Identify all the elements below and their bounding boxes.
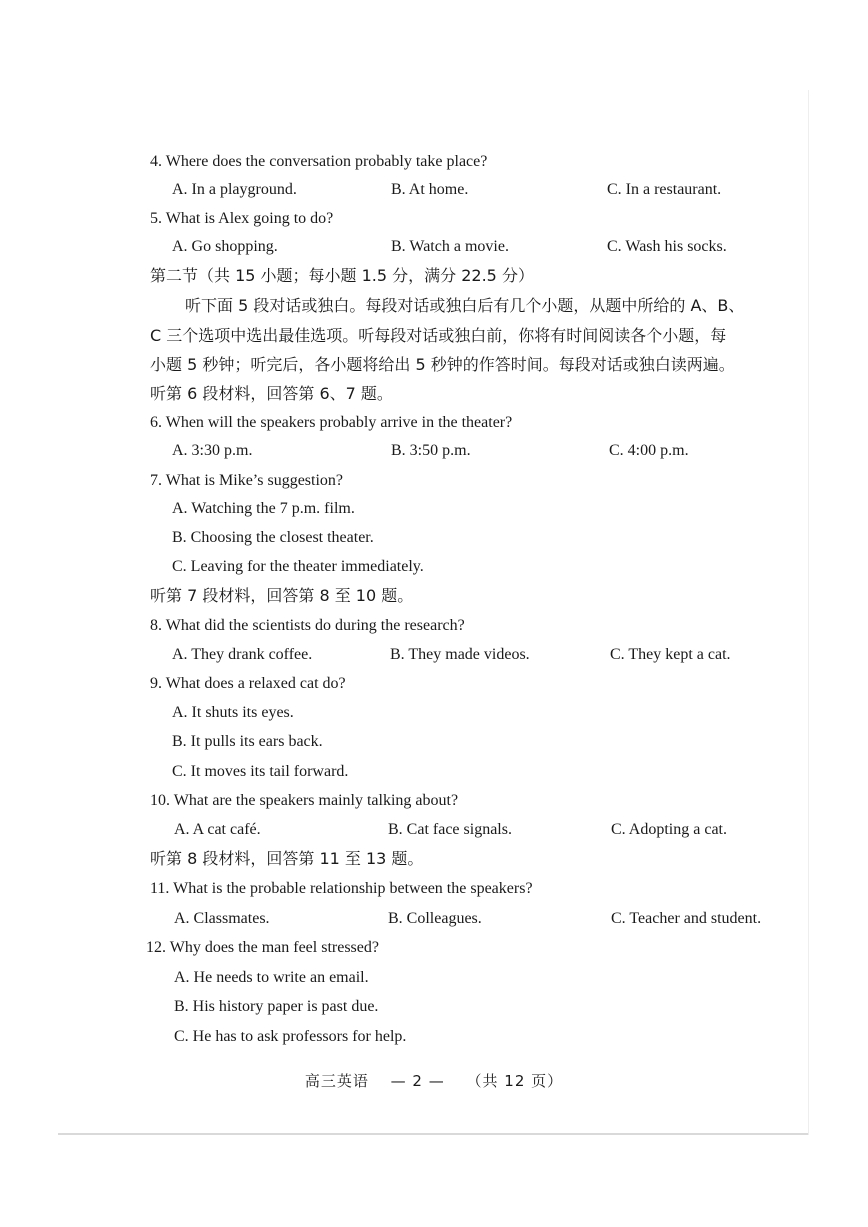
footer-page-number: — 2 — [390,1072,445,1090]
section-2-instructions-line-1: 听下面 5 段对话或独白。每段对话或独白后有几个小题，从题中所给的 A、B、 [185,296,745,315]
question-4-option-c: C. In a restaurant. [607,181,722,198]
material-7-heading: 听第 7 段材料，回答第 8 至 10 题。 [150,586,414,605]
question-9-stem: 9. What does a relaxed cat do? [150,675,346,692]
question-10-option-a: A. A cat café. [174,821,261,838]
question-10-option-c: C. Adopting a cat. [611,821,727,838]
question-7-option-c: C. Leaving for the theater immediately. [172,558,424,575]
page-footer [0,1070,868,1091]
question-12-option-a: A. He needs to write an email. [174,969,369,986]
question-12-option-c: C. He has to ask professors for help. [174,1028,407,1045]
question-9-option-b: B. It pulls its ears back. [172,733,323,750]
question-12-option-b: B. His history paper is past due. [174,998,379,1015]
question-11-option-c: C. Teacher and student. [611,910,762,927]
question-8-option-a: A. They drank coffee. [172,646,313,663]
section-2-title: 第二节（共 15 小题；每小题 1.5 分，满分 22.5 分） [150,266,534,285]
material-6-heading: 听第 6 段材料，回答第 6、7 题。 [150,384,393,403]
scan-edge [808,90,809,1135]
question-5-option-b: B. Watch a movie. [391,238,509,255]
question-5-option-a: A. Go shopping. [172,238,278,255]
question-11-stem: 11. What is the probable relationship between the speakers? [150,880,533,897]
question-4-option-b: B. At home. [391,181,469,198]
question-9-option-a: A. It shuts its eyes. [172,704,294,721]
question-6-option-a: A. 3:30 p.m. [172,442,253,459]
question-4-option-a: A. In a playground. [172,181,297,198]
footer-subject: 高三英语 [304,1072,369,1090]
bottom-divider [58,1133,808,1135]
section-2-instructions-line-3: 小题 5 秒钟；听完后，各小题将给出 5 秒钟的作答时间。每段对话或独白读两遍。 [150,355,735,374]
question-7-option-b: B. Choosing the closest theater. [172,529,374,546]
question-10-option-b: B. Cat face signals. [388,821,512,838]
question-5-stem: 5. What is Alex going to do? [150,210,334,227]
question-11-option-b: B. Colleagues. [388,910,482,927]
question-12-stem: 12. Why does the man feel stressed? [146,939,379,956]
section-2-instructions-line-2: C 三个选项中选出最佳选项。听每段对话或独白前，你将有时间阅读各个小题，每 [150,326,727,345]
question-10-stem: 10. What are the speakers mainly talking about? [150,792,459,809]
question-9-option-c: C. It moves its tail forward. [172,763,349,780]
footer-total-pages: （共 12 页） [466,1072,564,1090]
question-4-stem: 4. Where does the conversation probably take place? [150,153,488,170]
question-8-option-b: B. They made videos. [390,646,530,663]
question-11-option-a: A. Classmates. [174,910,270,927]
question-7-option-a: A. Watching the 7 p.m. film. [172,500,355,517]
question-6-option-b: B. 3:50 p.m. [391,442,471,459]
question-8-option-c: C. They kept a cat. [610,646,731,663]
question-8-stem: 8. What did the scientists do during the research? [150,617,465,634]
question-7-stem: 7. What is Mike’s suggestion? [150,472,344,489]
question-6-option-c: C. 4:00 p.m. [609,442,689,459]
question-5-option-c: C. Wash his socks. [607,238,727,255]
question-6-stem: 6. When will the speakers probably arrive in the theater? [150,414,513,431]
material-8-heading: 听第 8 段材料，回答第 11 至 13 题。 [150,849,424,868]
